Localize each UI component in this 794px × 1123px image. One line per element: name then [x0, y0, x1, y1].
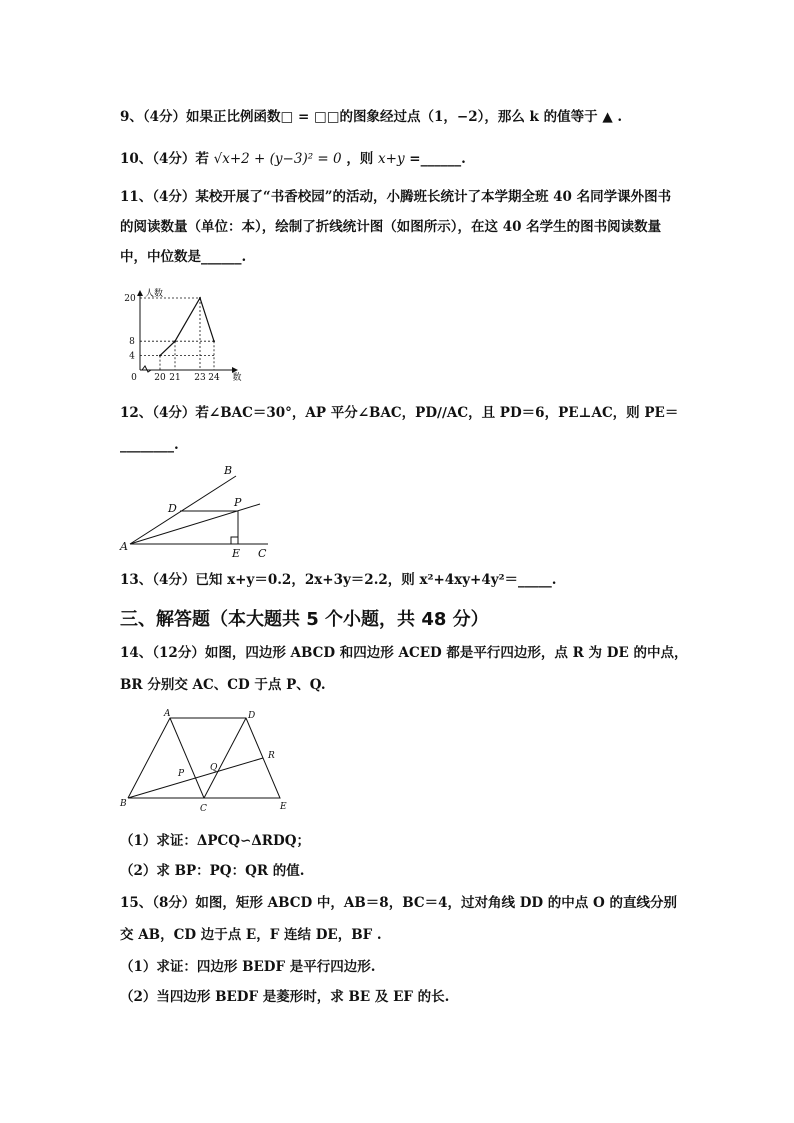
series-line [160, 298, 214, 356]
y-tick-label: 4 [129, 351, 135, 362]
q10-equation: √x+2 + (y−3)² = 0 [213, 151, 342, 167]
question-9: 9、（4分）如果正比例函数□ = □□的图象经过点（1，−2），那么 k 的值等于 ▲ . [120, 109, 623, 125]
question-12-line-2: ________. [120, 437, 179, 453]
label-a: A [164, 709, 171, 719]
label-r: R [268, 751, 275, 761]
x-tick-label: 24 [208, 373, 220, 383]
bisector-ap [130, 504, 260, 544]
question-15-part-2: （2）当四边形 BEDF 是菱形时，求 BE 及 EF 的长. [120, 989, 450, 1005]
x-tick-label-0: 0 [131, 373, 137, 383]
segment-dc [204, 718, 246, 798]
reading-count-line-chart [120, 286, 260, 390]
question-15-part-1: （1）求证：四边形 BEDF 是平行四边形. [120, 959, 376, 975]
label-b: B [224, 464, 233, 477]
label-d: D [248, 711, 256, 721]
parallelograms-figure [118, 706, 298, 816]
data-point [159, 355, 161, 357]
question-15-line-1: 15、（8分）如图，矩形 ABCD 中，AB＝8，BC＝4，过对角线 DD 的中点 O 的直线分别 [120, 895, 677, 911]
ray-ab [130, 476, 236, 544]
label-p: P [234, 496, 242, 509]
question-13: 13、（4分）已知 x+y＝0.2，2x+3y＝2.2，则 x²+4xy+4y²＝_____. [120, 572, 557, 588]
label-c: C [258, 547, 267, 560]
outer-outline [128, 718, 280, 798]
label-d: D [168, 502, 177, 515]
question-14-part-2: （2）求 BP：PQ：QR 的值. [120, 863, 305, 879]
y-axis-arrow [137, 290, 143, 296]
angle-bisector-figure [118, 462, 278, 560]
label-e: E [232, 547, 241, 560]
axis-break-mark [142, 366, 151, 372]
x-tick-label: 20 [154, 373, 166, 383]
x-axis-label: 数 [232, 373, 242, 383]
question-11-line-3: 中，中位数是______. [120, 249, 247, 265]
data-point [199, 297, 201, 299]
q10-prefix: 10、（4分）若 [120, 151, 209, 167]
question-14-part-1: （1）求证：ΔPCQ∽ΔRDQ； [120, 833, 310, 849]
label-p: P [178, 769, 185, 779]
label-q: Q [210, 763, 218, 773]
segment-ac [170, 718, 204, 798]
q10-blank: =______. [409, 151, 466, 167]
label-b: B [120, 799, 127, 809]
y-tick-label: 20 [124, 294, 136, 304]
label-e: E [280, 802, 287, 812]
q10-expression: x+y [378, 151, 405, 167]
question-14-line-1: 14、（12分）如图，四边形 ABCD 和四边形 ACED 都是平行四边形，点 R 为 DE 的中点， [120, 645, 688, 661]
question-11-line-1: 11、（4分）某校开展了“书香校园”的活动，小腾班长统计了本学期全班 40 名同学课外图书 [120, 189, 672, 205]
section-3-title: 三、解答题（本大题共 5 个小题，共 48 分） [120, 609, 489, 630]
data-point [213, 340, 215, 342]
segment-br [128, 758, 263, 798]
y-axis-label: 人数 [144, 289, 164, 299]
x-tick-label: 23 [194, 373, 206, 383]
q10-mid: ，则 [346, 151, 374, 167]
x-tick-label: 21 [169, 373, 181, 383]
y-tick-label: 8 [129, 337, 135, 348]
question-15-line-2: 交 AB，CD 边于点 E，F 连结 DE，BF . [120, 927, 382, 943]
label-c: C [200, 804, 207, 814]
data-point [174, 340, 176, 342]
question-11-line-2: 的阅读数量（单位：本），绘制了折线统计图（如图所示），在这 40 名学生的图书阅读数量 [120, 219, 662, 235]
question-14-line-2: BR 分别交 AC、CD 于点 P、Q. [120, 677, 326, 693]
question-10 [120, 150, 466, 168]
right-angle-mark [231, 537, 238, 544]
question-12-line-1: 12、（4分）若∠BAC＝30°，AP 平分∠BAC，PD∕∕AC，且 PD＝6，PE⊥AC，则 PE＝ [120, 405, 679, 421]
label-a: A [120, 540, 128, 553]
